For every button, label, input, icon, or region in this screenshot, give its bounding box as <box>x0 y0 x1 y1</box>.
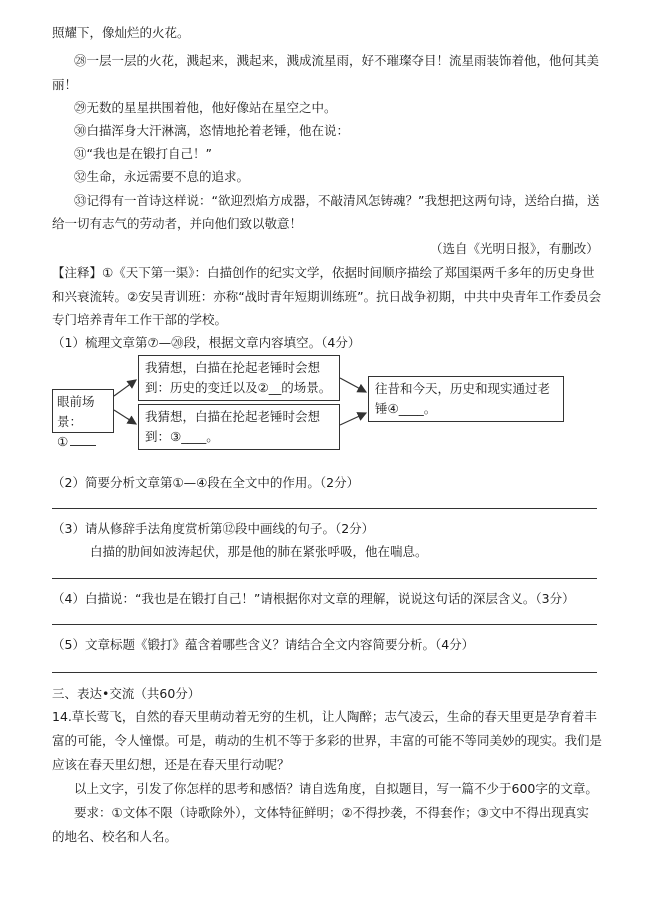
question-2: （2）简要分析文章第①—④段在全文中的作用。（2分） <box>52 475 360 490</box>
paragraph-32: ㉜生命，永远需要不息的追求。 <box>74 169 250 184</box>
diagram-blank-2: 到：历史的变迁以及②__的场景。 <box>145 380 332 395</box>
diagram-box-current-scene <box>52 389 114 449</box>
paragraph-30: ㉚白描浑身大汗淋漓，恣情地抡着老锤，他在说： <box>74 123 350 138</box>
diagram-box-history <box>138 355 340 401</box>
question-14-cont: 富的可能，令人憧憬。可是，萌动的生机不等于多彩的世界，丰富的可能不等同美妙的现实。我们是 <box>52 733 603 748</box>
answer-line[interactable] <box>52 672 597 673</box>
paragraph-33-cont: 给一切有志气的劳动者，并向他们致以敬意！ <box>52 216 303 231</box>
diagram-text: 往昔和今天，历史和现实通过老 <box>375 381 551 396</box>
diagram-box-past-present <box>368 376 564 422</box>
note-line: 专门培养青年工作干部的学校。 <box>52 312 228 327</box>
paragraph-31: ㉛“我也是在锻打自己！” <box>74 146 212 161</box>
paragraph-28: ㉘一层一层的火花，溅起来，溅起来，溅成流星雨，好不璀璨夺目！流星雨装饰着他，他何其美 <box>74 53 600 68</box>
writing-prompt: 以上文字，引发了你怎样的思考和感悟？请自选角度，自拟题目，写一篇不少于600字的文章。 <box>74 781 598 796</box>
question-4: （4）白描说：“我也是在锻打自己！”请根据你对文章的理解，说说这句话的深层含义。（3分） <box>52 591 575 606</box>
writing-requirements-cont: 的地名、校名和人名。 <box>52 829 178 844</box>
diagram-text: 我猜想，白描在抡起老锤时会想 <box>145 360 321 375</box>
source-citation: （选自《光明日报》，有删改） <box>430 241 599 256</box>
paragraph-33: ㉝记得有一首诗这样说：“欲迎烈焰方成器，不敲清风怎铸魂？”我想把这两句诗，送给白描，送 <box>74 193 600 208</box>
question-14-cont: 应该在春天里幻想，还是在春天里行动呢？ <box>52 757 290 772</box>
diagram-box-guess <box>138 404 340 450</box>
passage-line: 照耀下，像灿烂的火花。 <box>52 25 190 40</box>
answer-line[interactable] <box>52 578 597 579</box>
diagram-text: 我猜想，白描在抡起老锤时会想 <box>145 409 321 424</box>
question-5: （5）文章标题《锻打》蕴含着哪些含义？请结合全文内容简要分析。（4分） <box>52 637 475 652</box>
diagram-label: 眼前场景： <box>57 394 95 429</box>
diagram-blank-4: 锤④____。 <box>375 401 437 416</box>
diagram-blank-1: ① <box>57 432 109 452</box>
paragraph-28-cont: 丽！ <box>52 77 78 92</box>
section-heading: 三、表达•交流（共60分） <box>52 686 201 701</box>
answer-line[interactable] <box>52 508 597 509</box>
note-line: 和兴衰流转。②安吴青训班：亦称“战时青年短期训练班”。抗日战争初期，中共中央青年工作委员会 <box>52 289 602 304</box>
question-14: 14.草长莺飞，自然的春天里萌动着无穷的生机，让人陶醉；志气凌云，生命的春天里更是孕育着丰 <box>52 709 597 724</box>
question-1: （1）梳理文章第⑦—⑳段，根据文章内容填空。（4分） <box>52 335 361 350</box>
quoted-sentence: 白描的肋间如波涛起伏，那是他的肺在紧张呼吸，他在喘息。 <box>90 544 428 559</box>
question-3: （3）请从修辞手法角度赏析第⑫段中画线的句子。（2分） <box>52 521 375 536</box>
writing-requirements: 要求：①文体不限（诗歌除外），文体特征鲜明；②不得抄袭，不得套作；③文中不得出现真实 <box>74 805 589 820</box>
answer-line[interactable] <box>52 624 597 625</box>
diagram-blank-3: 到：③____。 <box>145 429 219 444</box>
paragraph-29: ㉙无数的星星拱围着他，他好像站在星空之中。 <box>74 100 337 115</box>
note-line: 【注释】①《天下第一渠》：白描创作的纪实文学，依据时间顺序描绘了郑国渠两千多年的历史身世 <box>52 265 595 280</box>
